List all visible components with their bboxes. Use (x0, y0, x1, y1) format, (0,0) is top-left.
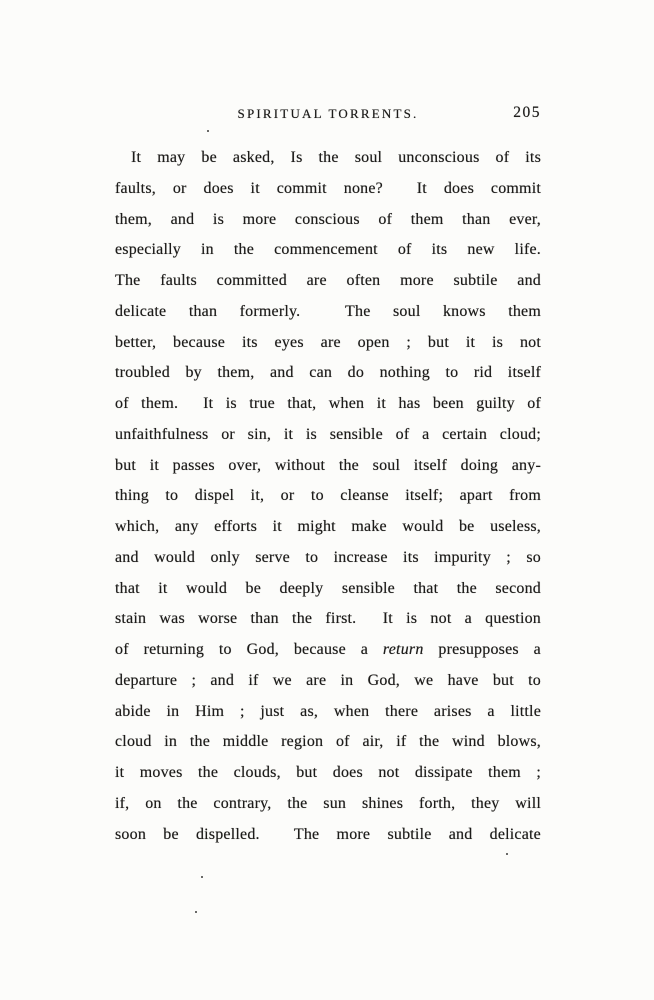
text-line: faults, or does it commit none? It does commit (115, 179, 541, 197)
text-line: especially in the commencement of its new life. (115, 241, 541, 259)
scan-speck (201, 876, 203, 878)
text-line: which, any efforts it might make would be useless, (115, 518, 541, 535)
text-line: stain was worse than the first. It is not a question (115, 610, 541, 628)
text-line: better, because its eyes are open ; but it is not (115, 333, 541, 351)
text-line: departure ; and if we are in God, we have but to (115, 671, 541, 689)
scan-speck (506, 853, 508, 855)
text-line: but it passes over, without the soul itself doing any- (115, 456, 541, 474)
text-line: of them. It is true that, when it has been guilty of (115, 395, 541, 412)
scan-speck (195, 911, 197, 913)
text-line: abide in Him ; just as, when there arises a little (115, 702, 541, 720)
text-line: that it would be deeply sensible that the second (115, 579, 541, 597)
text-line: thing to dispel it, or to cleanse itself; apart from (115, 487, 541, 505)
body-text (115, 143, 541, 850)
text-line: cloud in the middle region of air, if the wind blows, (115, 733, 541, 751)
text-line: them, and is more conscious of them than ever, (115, 210, 541, 228)
text-line: troubled by them, and can do nothing to rid itself (115, 364, 541, 382)
scan-speck (207, 130, 209, 132)
text-line: unfaithfulness or sin, it is sensible of a certain cloud; (115, 425, 541, 443)
text-line: if, on the contrary, the sun shines forth, they will (115, 794, 541, 812)
text-line: It may be asked, Is the soul unconscious of its (131, 149, 541, 166)
text-line: of returning to God, because a return presupposes a (115, 641, 541, 658)
text-line: soon be dispelled. The more subtile and delicate (115, 825, 541, 843)
text-line: The faults committed are often more subtile and (115, 272, 541, 289)
text-line: and would only serve to increase its impurity ; so (115, 548, 541, 566)
page-number: 205 (513, 104, 541, 121)
text-line: it moves the clouds, but does not dissipate them ; (115, 764, 541, 781)
page-header (115, 106, 541, 128)
text-line: delicate than formerly. The soul knows them (115, 302, 541, 320)
running-title: SPIRITUAL TORRENTS. (237, 106, 419, 121)
